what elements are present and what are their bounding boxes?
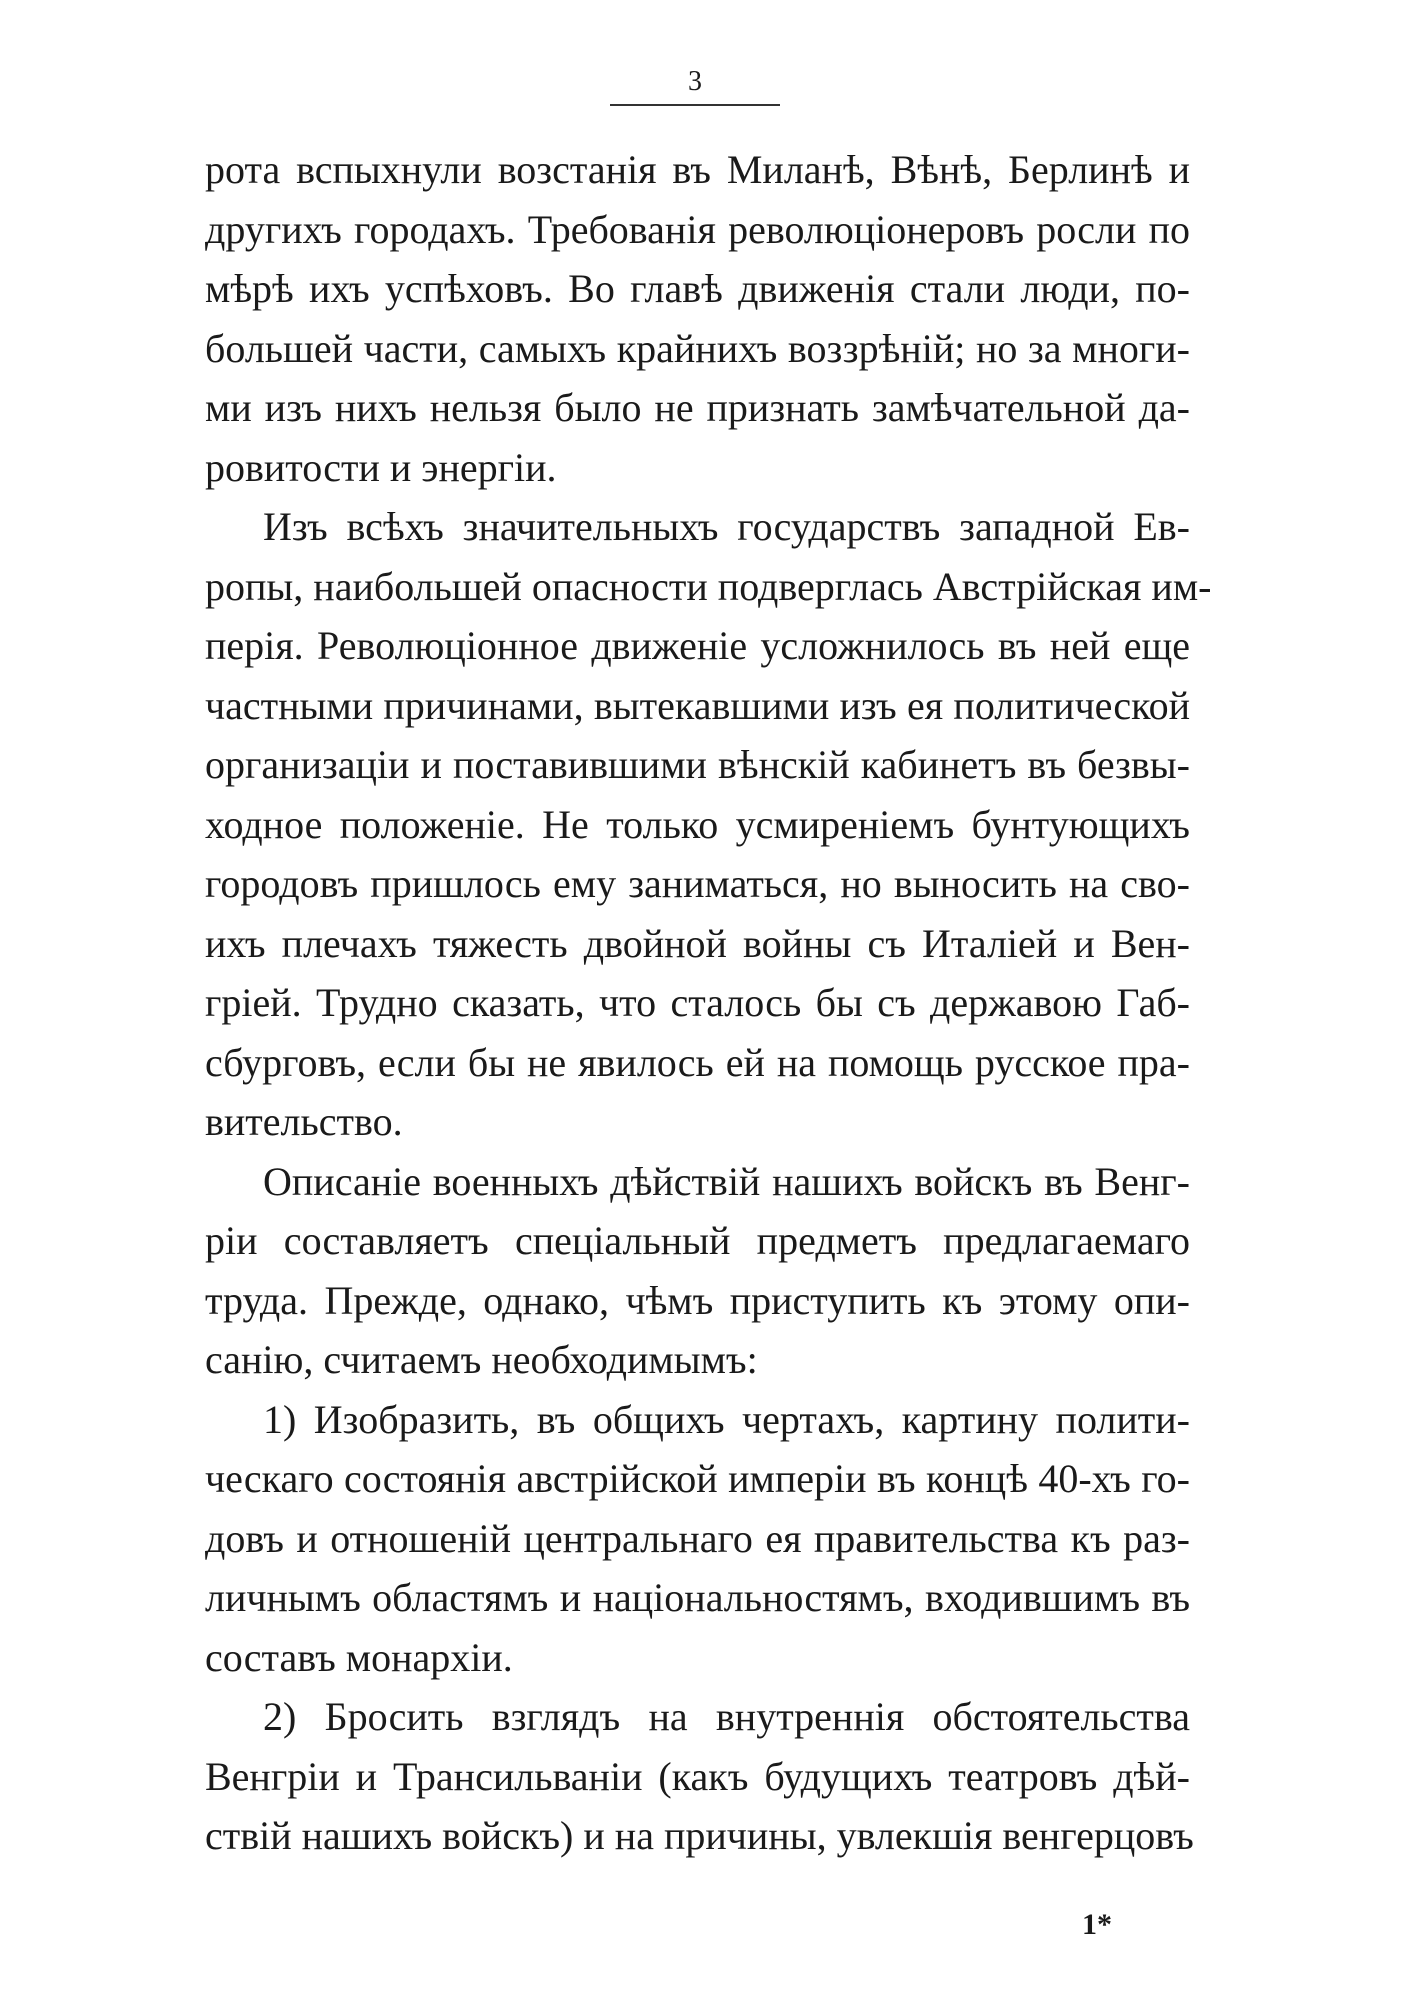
text-line: составъ монархіи. [205,1634,513,1680]
text-line: городовъ пришлось ему заниматься, но выносить на сво- [205,861,1190,906]
page-number-rule [610,104,780,106]
text-line: ропы, наибольшей опасности подверглась Австрійская им- [205,563,1212,609]
text-line: Описаніе военныхъ дѣйствій нашихъ войскъ въ Венг- [263,1158,1190,1204]
text-line: личнымъ областямъ и національностямъ, входившимъ въ [205,1575,1190,1620]
text-line: ровитости и энергіи. [205,444,557,490]
text-line: ходное положеніе. Не только усмиреніемъ бунтующихъ [205,801,1190,847]
text-line: Изъ всѣхъ значительныхъ государствъ западной Ев- [263,504,1190,549]
text-line: санію, считаемъ необходимымъ: [205,1337,758,1382]
text-line: перія. Революціонное движеніе усложнилось въ ней еще [205,623,1190,668]
text-line: ствій нашихъ войскъ) и на причины, увлекшія венгерцовъ [205,1813,1194,1858]
signature-mark: 1* [1082,1908,1112,1941]
text-line: мѣрѣ ихъ успѣховъ. Во главѣ движенія стали люди, по- [205,266,1190,311]
text-line: 2) Бросить взглядъ на внутреннія обстоятельства [263,1694,1190,1739]
text-line: труда. Прежде, однако, чѣмъ приступить къ этому опи- [205,1277,1190,1323]
text-line: рота вспыхнули возстанія въ Миланѣ, Вѣнѣ, Берлинѣ и [205,147,1190,192]
text-line: 1) Изобразить, въ общихъ чертахъ, картину полити- [263,1396,1190,1442]
text-line: большей части, самыхъ крайнихъ воззрѣній; но за многи- [205,325,1190,371]
text-line: другихъ городахъ. Требованія революціонеровъ росли по [205,206,1190,252]
text-line: организаціи и поставившими вѣнскій кабинетъ въ безвы- [205,742,1190,787]
text-line: Венгріи и Трансильваніи (какъ будущихъ театровъ дѣй- [205,1753,1190,1799]
text-line: сбурговъ, если бы не явилось ей на помощь русское пра- [205,1039,1190,1085]
text-line: гріей. Трудно сказать, что сталось бы съ державою Габ- [205,980,1190,1025]
page-number: 3 [688,66,702,97]
text-line: частными причинами, вытекавшими изъ ея политической [205,682,1190,728]
text-line: ми изъ нихъ нельзя было не признать замѣчательной да- [205,385,1190,430]
text-line: довъ и отношеній центральнаго ея правительства къ раз- [205,1515,1190,1561]
text-line: ческаго состоянія австрійской имперіи въ концѣ 40-хъ го- [205,1456,1190,1501]
body-text [205,140,1212,1866]
text-line: вительство. [205,1099,403,1144]
text-line: ріи составляетъ спеціальный предметъ предлагаемаго [205,1218,1190,1263]
text-line: ихъ плечахъ тяжесть двойной войны съ Италіей и Вен- [205,920,1190,966]
